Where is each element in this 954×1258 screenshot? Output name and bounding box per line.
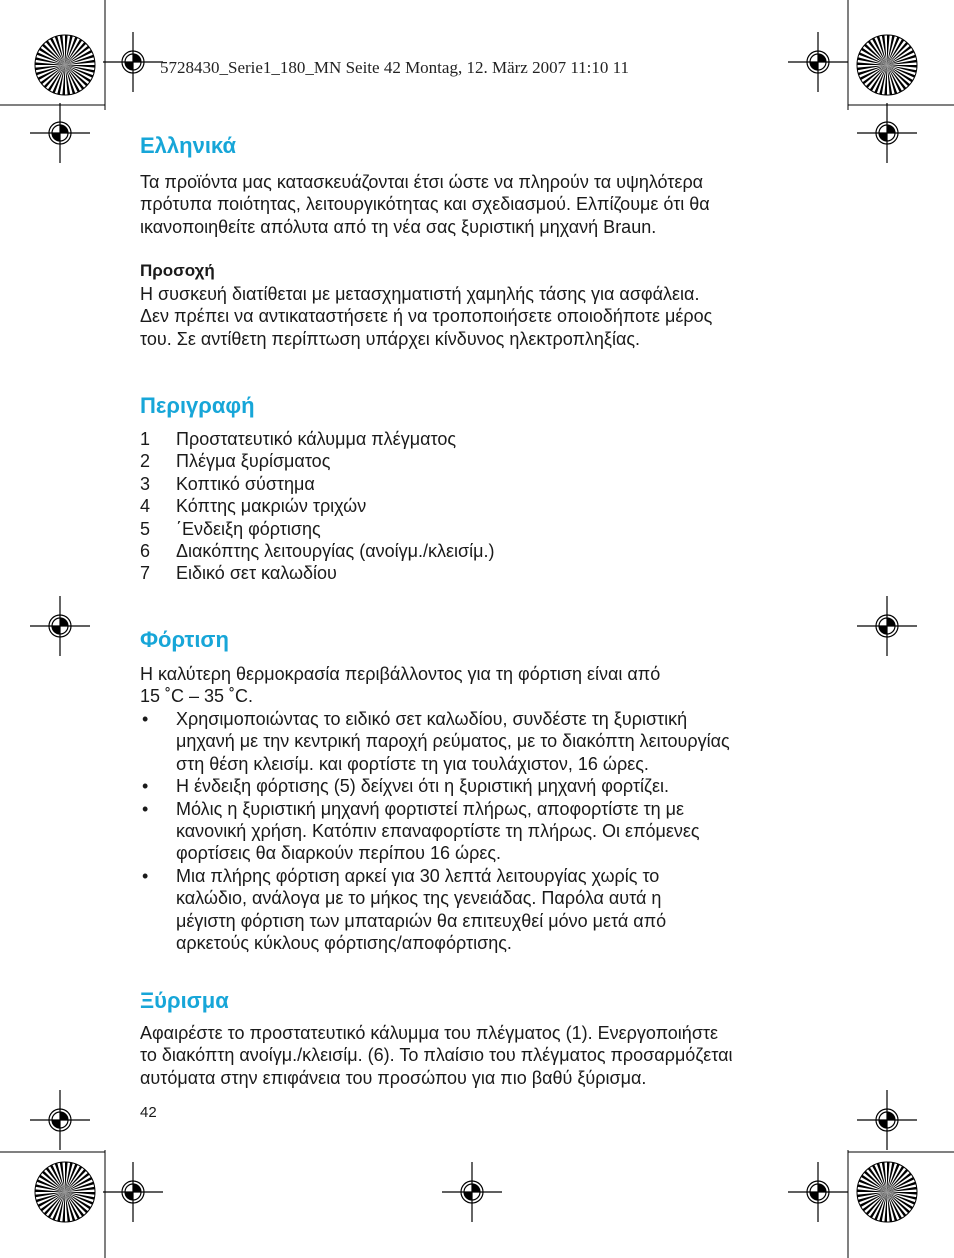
- caution-label: Προσοχή: [140, 261, 215, 280]
- description-item: [140, 518, 495, 540]
- description-item: [140, 495, 495, 517]
- registration-mark: [788, 1162, 848, 1222]
- description-item: [140, 562, 495, 584]
- charging-bullet: [140, 865, 730, 955]
- description-item-text: Κοπτικό σύστημα: [176, 473, 315, 494]
- registration-mark: [442, 1162, 502, 1222]
- star-target: [35, 1162, 95, 1222]
- charging-bullet: [140, 798, 730, 865]
- section-title-shaving: Ξύρισμα: [140, 988, 229, 1013]
- charging-bullet-text: Μια πλήρης φόρτιση αρκεί για 30 λεπτά λειτουργίας χωρίς το καλώδιο, ανάλογα με το μήκος της γενειάδας. Παρόλα αυτά η μέγιστη φόρτιση των μπαταριών θα επιτευχθεί μόνο μετά από αρκετούς κύκλους φόρτισης/αποφόρτισης.: [176, 865, 667, 954]
- description-item-number: 5: [140, 518, 151, 539]
- bullet-symbol: •: [142, 709, 149, 729]
- description-item: [140, 473, 495, 495]
- registration-mark: [30, 103, 90, 163]
- description-item-number: 2: [140, 451, 151, 472]
- registration-mark: [857, 103, 917, 163]
- description-item-text: Πλέγμα ξυρίσματος: [176, 451, 331, 472]
- registration-mark: [30, 1090, 90, 1150]
- description-item: [140, 428, 495, 450]
- description-item-text: ΄Ενδειξη φόρτισης: [176, 518, 321, 539]
- bullet-symbol: •: [142, 776, 149, 797]
- description-item-number: 7: [140, 563, 151, 584]
- star-target: [35, 35, 95, 95]
- description-item-text: Προστατευτικό κάλυμμα πλέγματος: [176, 429, 457, 449]
- print-header: 5728430_Serie1_180_MN Seite 42 Montag, 12. März 2007 11:10 11: [160, 58, 630, 77]
- charging-bullets: [140, 708, 730, 954]
- description-item-number: 1: [140, 429, 151, 449]
- description-item-text: Διακόπτης λειτουργίας (ανοίγμ./κλεισίμ.): [176, 541, 495, 562]
- description-list: [140, 428, 495, 585]
- registration-mark: [857, 596, 917, 656]
- caution-paragraph: Η συσκευή διατίθεται με μετασχηματιστή χαμηλής τάσης για ασφάλεια. Δεν πρέπει να αντικαταστήσετε ή να τροποποιήσετε οποιοδήποτε μέρος του. Σε αντίθετη περίπτωση υπάρχει κίνδυνος ηλεκτροπληξίας.: [140, 284, 713, 349]
- description-item-number: 3: [140, 473, 151, 494]
- star-target: [857, 1162, 917, 1222]
- charging-bullet-text: Η ένδειξη φόρτισης (5) δείχνει ότι η ξυριστική μηχανή φορτίζει.: [176, 776, 669, 797]
- description-item: [140, 540, 495, 562]
- charging-intro: Η καλύτερη θερμοκρασία περιβάλλοντος για τη φόρτιση είναι από 15 ˚C – 35 ˚C.: [140, 664, 661, 707]
- description-item-number: 6: [140, 541, 151, 562]
- charging-bullet-text: Χρησιμοποιώντας το ειδικό σετ καλωδίου, συνδέστε τη ξυριστική μηχανή με την κεντρική παροχή ρεύματος, με το διακόπτη λειτουργίας στη θέση κλεισίμ. και φορτίστε τη για τουλάχιστον, 16 ώρες.: [176, 709, 730, 774]
- description-item-number: 4: [140, 496, 151, 517]
- registration-mark: [30, 596, 90, 656]
- description-item: [140, 450, 495, 472]
- charging-bullet: [140, 775, 730, 797]
- charging-bullet: [140, 708, 730, 775]
- registration-mark: [857, 1090, 917, 1150]
- registration-mark: [103, 1162, 163, 1222]
- intro-paragraph: Τα προϊόντα μας κατασκευάζονται έτσι ώστε να πληρούν τα υψηλότερα πρότυπα ποιότητας, λειτουργικότητας και σχεδιασμού. Ελπίζουμε ότι θα ικανοποιηθείτε απόλυτα από τη νέα σας ξυριστική μηχανή Braun.: [140, 172, 710, 237]
- section-title-greek: Ελληνικά: [140, 133, 236, 158]
- bullet-symbol: •: [142, 865, 149, 886]
- section-title-description: Περιγραφή: [140, 393, 255, 418]
- registration-mark: [788, 32, 848, 92]
- registration-mark: [103, 32, 163, 92]
- shaving-paragraph: Αφαιρέστε το προστατευτικό κάλυμμα του πλέγματος (1). Ενεργοποιήστε το διακόπτη ανοίγμ./κλεισίμ. (6). Το πλαίσιο του πλέγματος προσαρμόζεται αυτόματα στην επιφάνεια του προσώπου για πιο βαθύ ξύρισμα.: [140, 1023, 733, 1088]
- page-number: 42: [140, 1104, 157, 1121]
- star-target: [857, 35, 917, 95]
- description-item-text: Ειδικό σετ καλωδίου: [176, 563, 337, 584]
- section-title-charging: Φόρτιση: [140, 627, 229, 652]
- description-item-text: Κόπτης μακριών τριχών: [176, 496, 367, 517]
- charging-bullet-text: Μόλις η ξυριστική μηχανή φορτιστεί πλήρως, αποφορτίστε τη με κανονική χρήση. Κατόπιν επαναφορτίστε τη πλήρως. Οι επόμενες φορτίσεις θα διαρκούν περίπου 16 ώρες.: [176, 798, 700, 864]
- bullet-symbol: •: [142, 798, 149, 819]
